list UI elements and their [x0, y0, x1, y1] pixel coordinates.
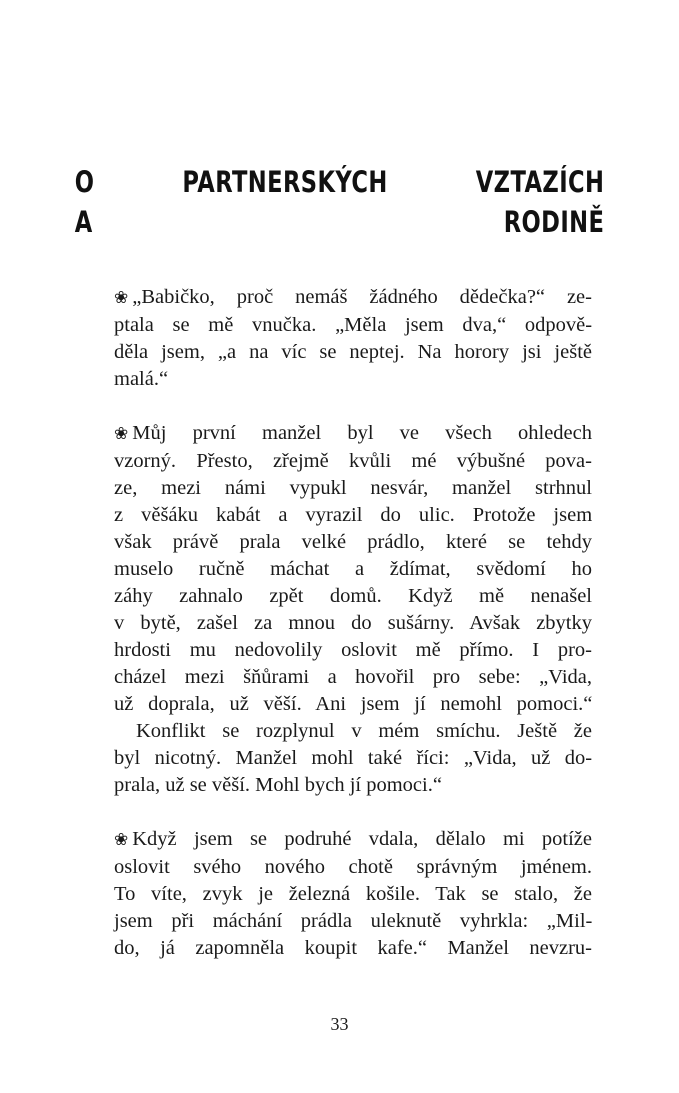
paragraph-line: však právě prala velké prádlo, které se tehdy [114, 531, 592, 553]
paragraph-line: už doprala, už věší. Ani jsem jí nemohl pomoci.“ [114, 693, 593, 715]
flower-bullet-icon: ❀ [114, 424, 129, 444]
paragraph-3 [114, 718, 592, 799]
paragraph-line: děla jsem, „a na víc se neptej. Na horory jsi ještě [114, 341, 592, 363]
paragraph-line: oslovit svého nového chotě správným jménem. [114, 856, 592, 878]
paragraph-line: Konflikt se rozplynul v mém smíchu. Ještě že [136, 720, 592, 742]
paragraph-1 [114, 284, 592, 393]
paragraph-line: Můj první manžel byl ve všech ohledech [132, 422, 592, 444]
chapter-title-line-2: A RODINĚ [74, 205, 605, 239]
paragraph-line: z věšáku kabát a vyrazil do ulic. Protože jsem [114, 504, 593, 526]
flower-bullet-icon: ❀ [114, 830, 129, 850]
paragraph-line: Když jsem se podruhé vdala, dělalo mi potíže [132, 828, 592, 850]
paragraph-line: vzorný. Přesto, zřejmě kvůli mé výbušné pova- [114, 450, 592, 472]
paragraph-line: záhy zahnalo zpět domů. Když mě nenašel [114, 585, 592, 607]
paragraph-line: byl nicotný. Manžel mohl také říci: „Vida, už do- [114, 747, 593, 769]
paragraph-line: ptala se mě vnučka. „Měla jsem dva,“ odpově- [114, 314, 593, 336]
paragraph-2 [114, 420, 592, 718]
paragraph-line: „Babičko, proč nemáš žádného dědečka?“ ze- [132, 286, 592, 308]
paragraph-line: prala, už se věší. Mohl bych jí pomoci.“ [114, 774, 442, 796]
chapter-title-line-1: O PARTNERSKÝCH VZTAZÍCH [74, 165, 605, 199]
chapter-title [75, 162, 605, 242]
flower-bullet-icon: ❀ [114, 288, 129, 308]
paragraph-line: v bytě, zašel za mnou do sušárny. Avšak zbytky [114, 612, 592, 634]
page-number: 33 [330, 1014, 349, 1034]
paragraph-line: hrdosti mu nedovolily oslovit mě přímo. I pro- [114, 639, 592, 661]
paragraph-4 [114, 826, 592, 962]
paragraph-line: ze, mezi námi vypukl nesvár, manžel strhnul [114, 477, 592, 499]
paragraph-line: cházel mezi šňůrami a hovořil pro sebe: „Vida, [114, 666, 592, 688]
body-text [114, 284, 592, 962]
paragraph-line: do, já zapomněla koupit kafe.“ Manžel nevzru- [114, 937, 592, 959]
paragraph-line: malá.“ [114, 368, 169, 390]
paragraph-line: To víte, zvyk je železná košile. Tak se stalo, že [114, 883, 592, 905]
paragraph-line: muselo ručně máchat a ždímat, svědomí ho [114, 558, 592, 580]
paragraph-line: jsem při máchání prádla uleknutě vyhrkla: „Mil- [114, 910, 593, 932]
